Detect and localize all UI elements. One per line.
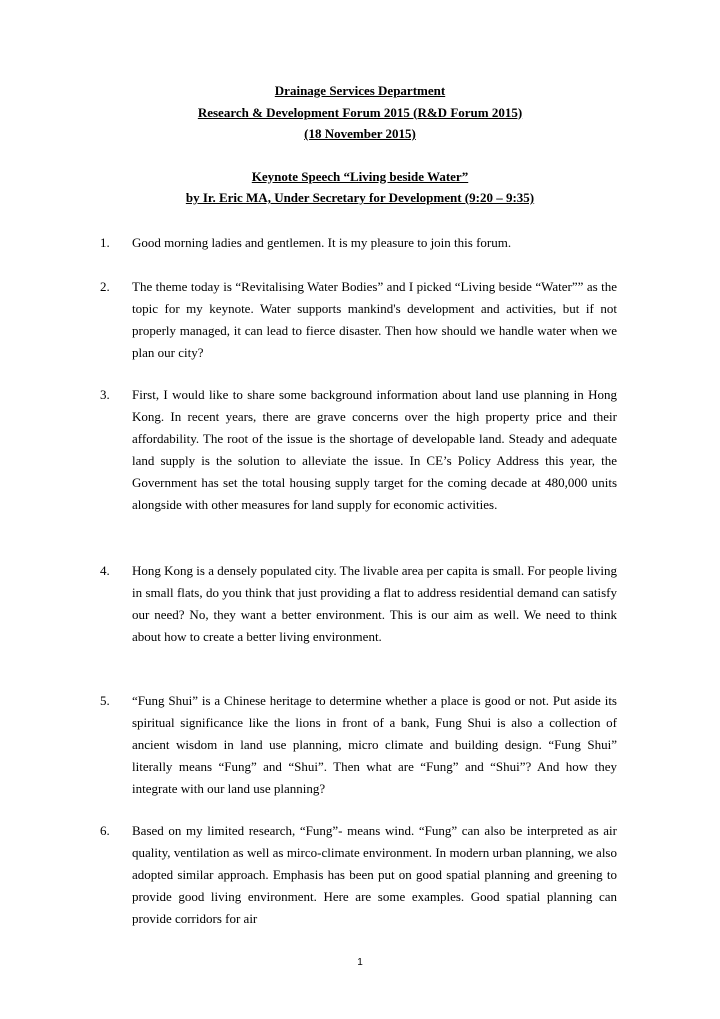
paragraph-2	[100, 276, 617, 364]
header-spacer	[0, 145, 720, 166]
paragraph-text: Hong Kong is a densely populated city. The livable area per capita is small. For people living in small flats, do you think that just providing a flat to address residential demand can satisfy our need? No, they want a better environment. This is our aim as well. We need to think about how to create a better living environment.	[132, 563, 617, 644]
page-number: 1	[357, 957, 363, 968]
paragraph-number: 3.	[100, 387, 110, 402]
paragraph-text: Good morning ladies and gentlemen. It is my pleasure to join this forum.	[132, 235, 512, 250]
document-header	[0, 80, 720, 209]
speech-title: Keynote Speech “Living beside Water”	[251, 168, 469, 184]
paragraph-number: 2.	[100, 279, 110, 294]
paragraph-text: Based on my limited research, “Fung”- means wind. “Fung” can also be interpreted as air quality, ventilation as well as mirco-climate environment. In modern urban planning, we also adopted similar approach. Emphasis has been put on good spatial planning and greening to provide good living environment. Here are some examples. Good spatial planning can provide corridors for air	[132, 823, 617, 926]
paragraph-3	[100, 384, 617, 515]
speaker-line: by Ir. Eric MA, Under Secretary for Development (9:20 – 9:35)	[185, 190, 535, 205]
paragraph-4	[100, 560, 617, 648]
paragraph-number: 5.	[100, 693, 110, 708]
paragraph-6	[100, 820, 617, 930]
paragraph-text: The theme today is “Revitalising Water Bodies” and I picked “Living beside “Water”” as the topic for my keynote. Water supports mankind's development and activities, but if not properly managed, it can lead to fierce disaster. Then how should we handle water when we plan our city?	[132, 279, 617, 360]
forum-title: Research & Development Forum 2015 (R&D Forum 2015)	[197, 104, 523, 120]
paragraph-text: First, I would like to share some background information about land use planning in Hong Kong. In recent years, there are grave concerns over the high property price and their affordability. The root of the issue is the shortage of developable land. Steady and adequate land supply is the solution to alleviate the issue. In CE’s Policy Address this year, the Government has set the total housing supply target for the coming decade at 480,000 units alongside with other measures for land supply for economic activities.	[132, 387, 617, 512]
forum-date: (18 November 2015)	[304, 126, 416, 141]
paragraph-text: “Fung Shui” is a Chinese heritage to determine whether a place is good or not. Put aside its spiritual significance like the lions in front of a bank, Fung Shui is also a collection of ancient wisdom in land use planning, micro climate and building design. “Fung Shui” literally means “Fung” and “Shui”. Then what are “Fung” and “Shui”? And how they integrate with our land use planning?	[132, 693, 617, 796]
paragraph-5	[100, 690, 617, 800]
paragraph-number: 1.	[100, 235, 110, 250]
department-title: Drainage Services Department	[274, 83, 446, 98]
paragraph-number: 4.	[100, 563, 110, 578]
paragraph-number: 6.	[100, 823, 110, 838]
paragraph-1	[100, 232, 617, 254]
